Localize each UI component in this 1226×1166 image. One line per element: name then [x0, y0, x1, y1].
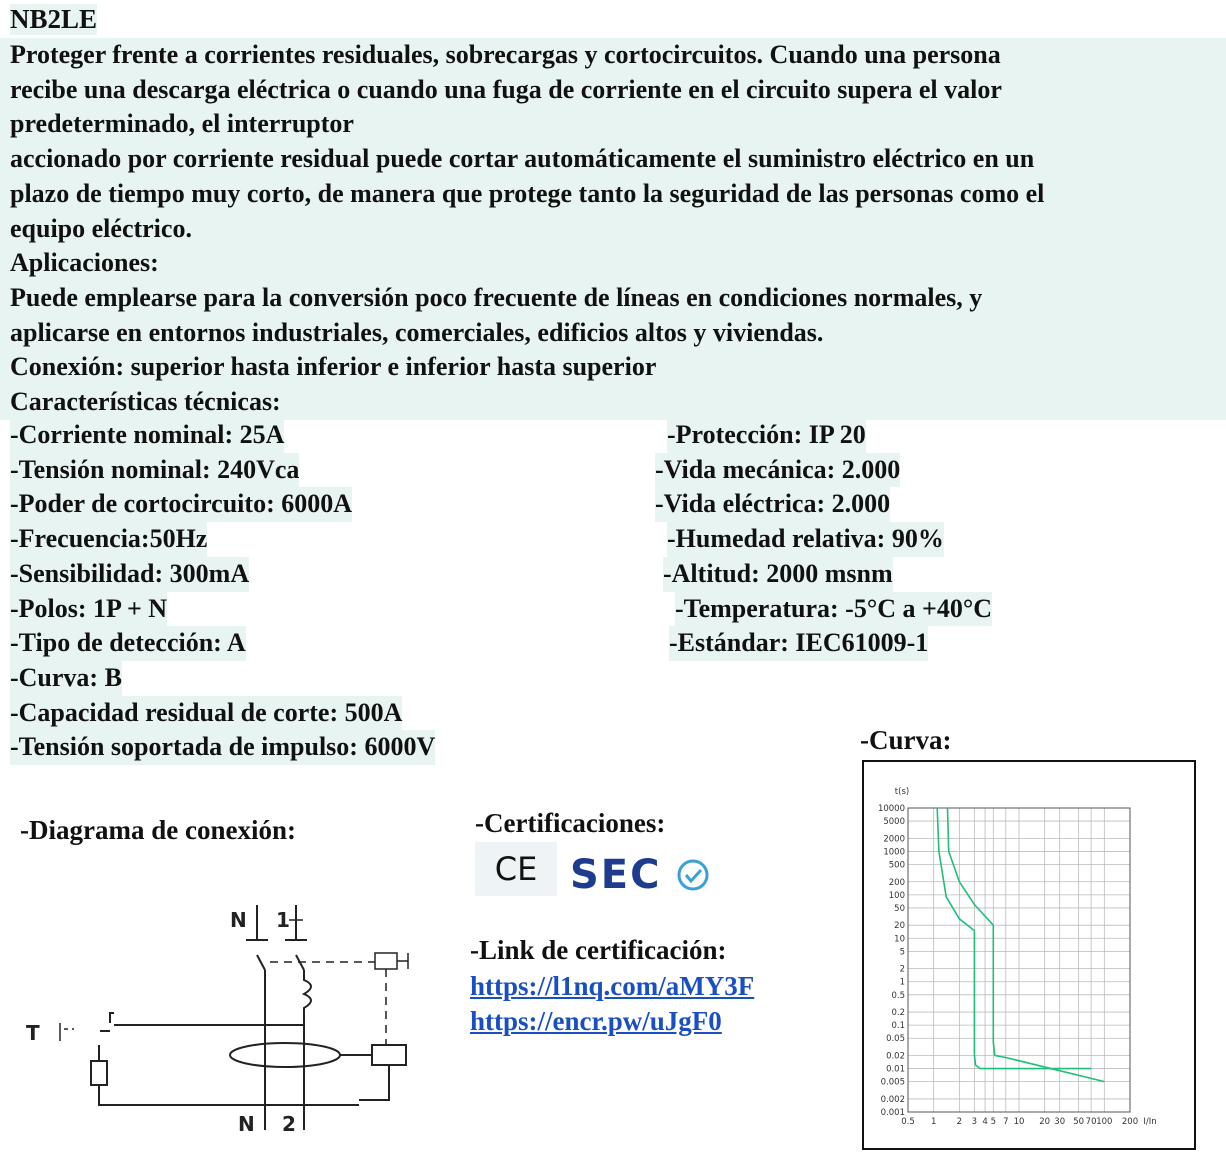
diagram-test-button	[100, 1013, 304, 1031]
connection-diagram	[20, 895, 420, 1135]
spec-item: -Polos: 1P + N	[10, 592, 167, 627]
chart-y-tick-label: 0.005	[880, 1077, 905, 1088]
chart-y-tick-label: 0.05	[886, 1034, 905, 1045]
diagram-label-n-top: N	[230, 908, 247, 932]
certification-link-1[interactable]: https://l1nq.com/aMY3F	[470, 971, 755, 1001]
chart-x-tick-label: 5	[990, 1117, 997, 1127]
certification-link-heading: -Link de certificación:	[470, 935, 727, 965]
diagram-trip-coil	[375, 953, 397, 969]
spec-item: -Altitud: 2000 msnm	[663, 557, 893, 592]
chart-series-line-2	[948, 808, 1105, 1082]
chart-y-tick-label: 1000	[883, 847, 905, 858]
chart-y-tick-label: 5000	[883, 817, 905, 828]
sec-logo-text: SEC	[570, 852, 662, 896]
diagram-coil	[304, 970, 311, 1110]
curve-heading: -Curva:	[860, 725, 952, 755]
chart-y-tick-label: 10	[894, 934, 905, 945]
chart-x-tick-label: 50	[1073, 1117, 1085, 1127]
chart-x-tick-label: 0.5	[901, 1117, 915, 1127]
chart-x-tick-label: 3	[971, 1117, 978, 1127]
product-title: NB2LE	[10, 4, 98, 34]
diagram-heading: -Diagrama de conexión:	[20, 815, 296, 845]
diagram-label-1-top: 1	[276, 908, 290, 932]
sec-logo	[568, 848, 713, 896]
chart-y-tick-label: 50	[894, 903, 905, 914]
spec-item: -Poder de cortocircuito: 6000A	[10, 487, 352, 522]
spec-item: -Tipo de detección: A	[10, 626, 246, 661]
spec-item: -Humedad relativa: 90%	[667, 522, 944, 557]
applications-heading: Aplicaciones:	[0, 246, 1226, 281]
diagram-wire	[359, 1065, 389, 1100]
spec-item: -Vida mecánica: 2.000	[655, 453, 900, 488]
certifications-heading: -Certificaciones:	[475, 808, 666, 838]
diagram-resistor	[91, 1061, 107, 1085]
diagram-label-2-bottom: 2	[282, 1112, 296, 1135]
spec-item: -Corriente nominal: 25A	[10, 418, 284, 453]
chart-y-tick-label: 0.01	[886, 1064, 905, 1075]
spec-item: -Capacidad residual de corte: 500A	[10, 696, 402, 731]
check-icon	[686, 870, 701, 881]
spec-item: -Protección: IP 20	[667, 418, 866, 453]
chart-y-tick-label: 0.02	[886, 1051, 905, 1062]
applications-line: aplicarse en entornos industriales, comerciales, edificios altos y viviendas.	[0, 316, 1226, 351]
chart-x-tick-label: 1	[930, 1117, 937, 1127]
trip-curve-svg	[864, 762, 1194, 1148]
chart-y-tick-label: 2000	[883, 834, 905, 845]
description-line: predeterminado, el interruptor	[0, 107, 1226, 142]
chart-y-axis-label: t(s)	[894, 787, 910, 797]
connection-text: Conexión: superior hasta inferior e inferior hasta superior	[0, 350, 1226, 385]
spec-item: -Tensión soportada de impulso: 6000V	[10, 730, 435, 765]
spec-item: -Tensión nominal: 240Vca	[10, 453, 299, 488]
diagram-contact	[257, 955, 265, 970]
spec-item: -Curva: B	[10, 661, 122, 696]
chart-y-tick-label: 20	[894, 921, 905, 932]
trip-curve-chart	[862, 760, 1196, 1150]
chart-x-tick-label: 70	[1085, 1117, 1097, 1127]
diagram-label-t: T	[26, 1021, 40, 1045]
spec-item: -Sensibilidad: 300mA	[10, 557, 249, 592]
diagram-relay	[372, 1045, 406, 1065]
chart-y-tick-label: 0.5	[891, 990, 905, 1001]
chart-x-axis-label: I/In	[1143, 1117, 1157, 1127]
chart-y-tick-label: 0.002	[880, 1094, 905, 1105]
chart-x-tick-label: 20	[1039, 1117, 1051, 1127]
chart-y-tick-label: 5	[899, 947, 905, 958]
description-line: Proteger frente a corrientes residuales, sobrecargas y cortocircuitos. Cuando una persona	[0, 38, 1226, 73]
applications-line: Puede emplearse para la conversión poco frecuente de líneas en condiciones normales, y	[0, 281, 1226, 316]
check-circle-icon	[679, 861, 707, 889]
chart-x-tick-label: 200	[1121, 1117, 1139, 1127]
certification-link-2[interactable]: https://encr.pw/uJgF0	[470, 1006, 722, 1036]
chart-y-tick-label: 1	[899, 977, 905, 988]
spec-item: -Estándar: IEC61009-1	[669, 626, 928, 661]
chart-y-tick-label: 0.2	[891, 1008, 905, 1019]
chart-y-tick-label: 2	[899, 964, 905, 975]
chart-y-tick-label: 0.001	[880, 1108, 905, 1118]
chart-x-tick-label: 30	[1054, 1117, 1066, 1127]
spec-item: -Temperatura: -5°C a +40°C	[675, 592, 992, 627]
chart-x-tick-label: 10	[1013, 1117, 1025, 1127]
tech-heading: Características técnicas:	[0, 385, 1226, 420]
specs-right-list	[655, 418, 992, 661]
specs-left-list	[10, 418, 435, 765]
ce-mark-text: CE	[494, 850, 538, 888]
diagram-label-n-bottom: N	[238, 1112, 255, 1135]
spec-item: -Frecuencia:50Hz	[10, 522, 207, 557]
diagram-wire	[99, 1085, 359, 1105]
chart-x-tick-label: 100	[1096, 1117, 1113, 1127]
description-line: plazo de tiempo muy corto, de manera que protege tanto la seguridad de las personas como el	[0, 177, 1226, 212]
ce-logo	[475, 842, 557, 896]
description-line: accionado por corriente residual puede cortar automáticamente el suministro eléctrico en un	[0, 142, 1226, 177]
description-line: recibe una descarga eléctrica o cuando una fuga de corriente en el circuito supera el valor	[0, 73, 1226, 108]
description-block	[0, 38, 1226, 420]
chart-y-tick-label: 200	[888, 877, 905, 888]
spec-item: -Vida eléctrica: 2.000	[655, 487, 890, 522]
chart-y-tick-label: 0.1	[891, 1021, 905, 1032]
chart-y-tick-label: 500	[888, 860, 905, 871]
chart-y-tick-label: 100	[888, 890, 905, 901]
chart-x-tick-label: 2	[956, 1117, 963, 1127]
chart-x-tick-label: 4	[982, 1117, 988, 1127]
chart-x-tick-label: 7	[1003, 1117, 1009, 1127]
description-line: equipo eléctrico.	[0, 212, 1226, 247]
ce-mark-icon	[475, 842, 557, 896]
diagram-toroid	[230, 1043, 340, 1067]
chart-y-tick-label: 10000	[877, 804, 905, 814]
